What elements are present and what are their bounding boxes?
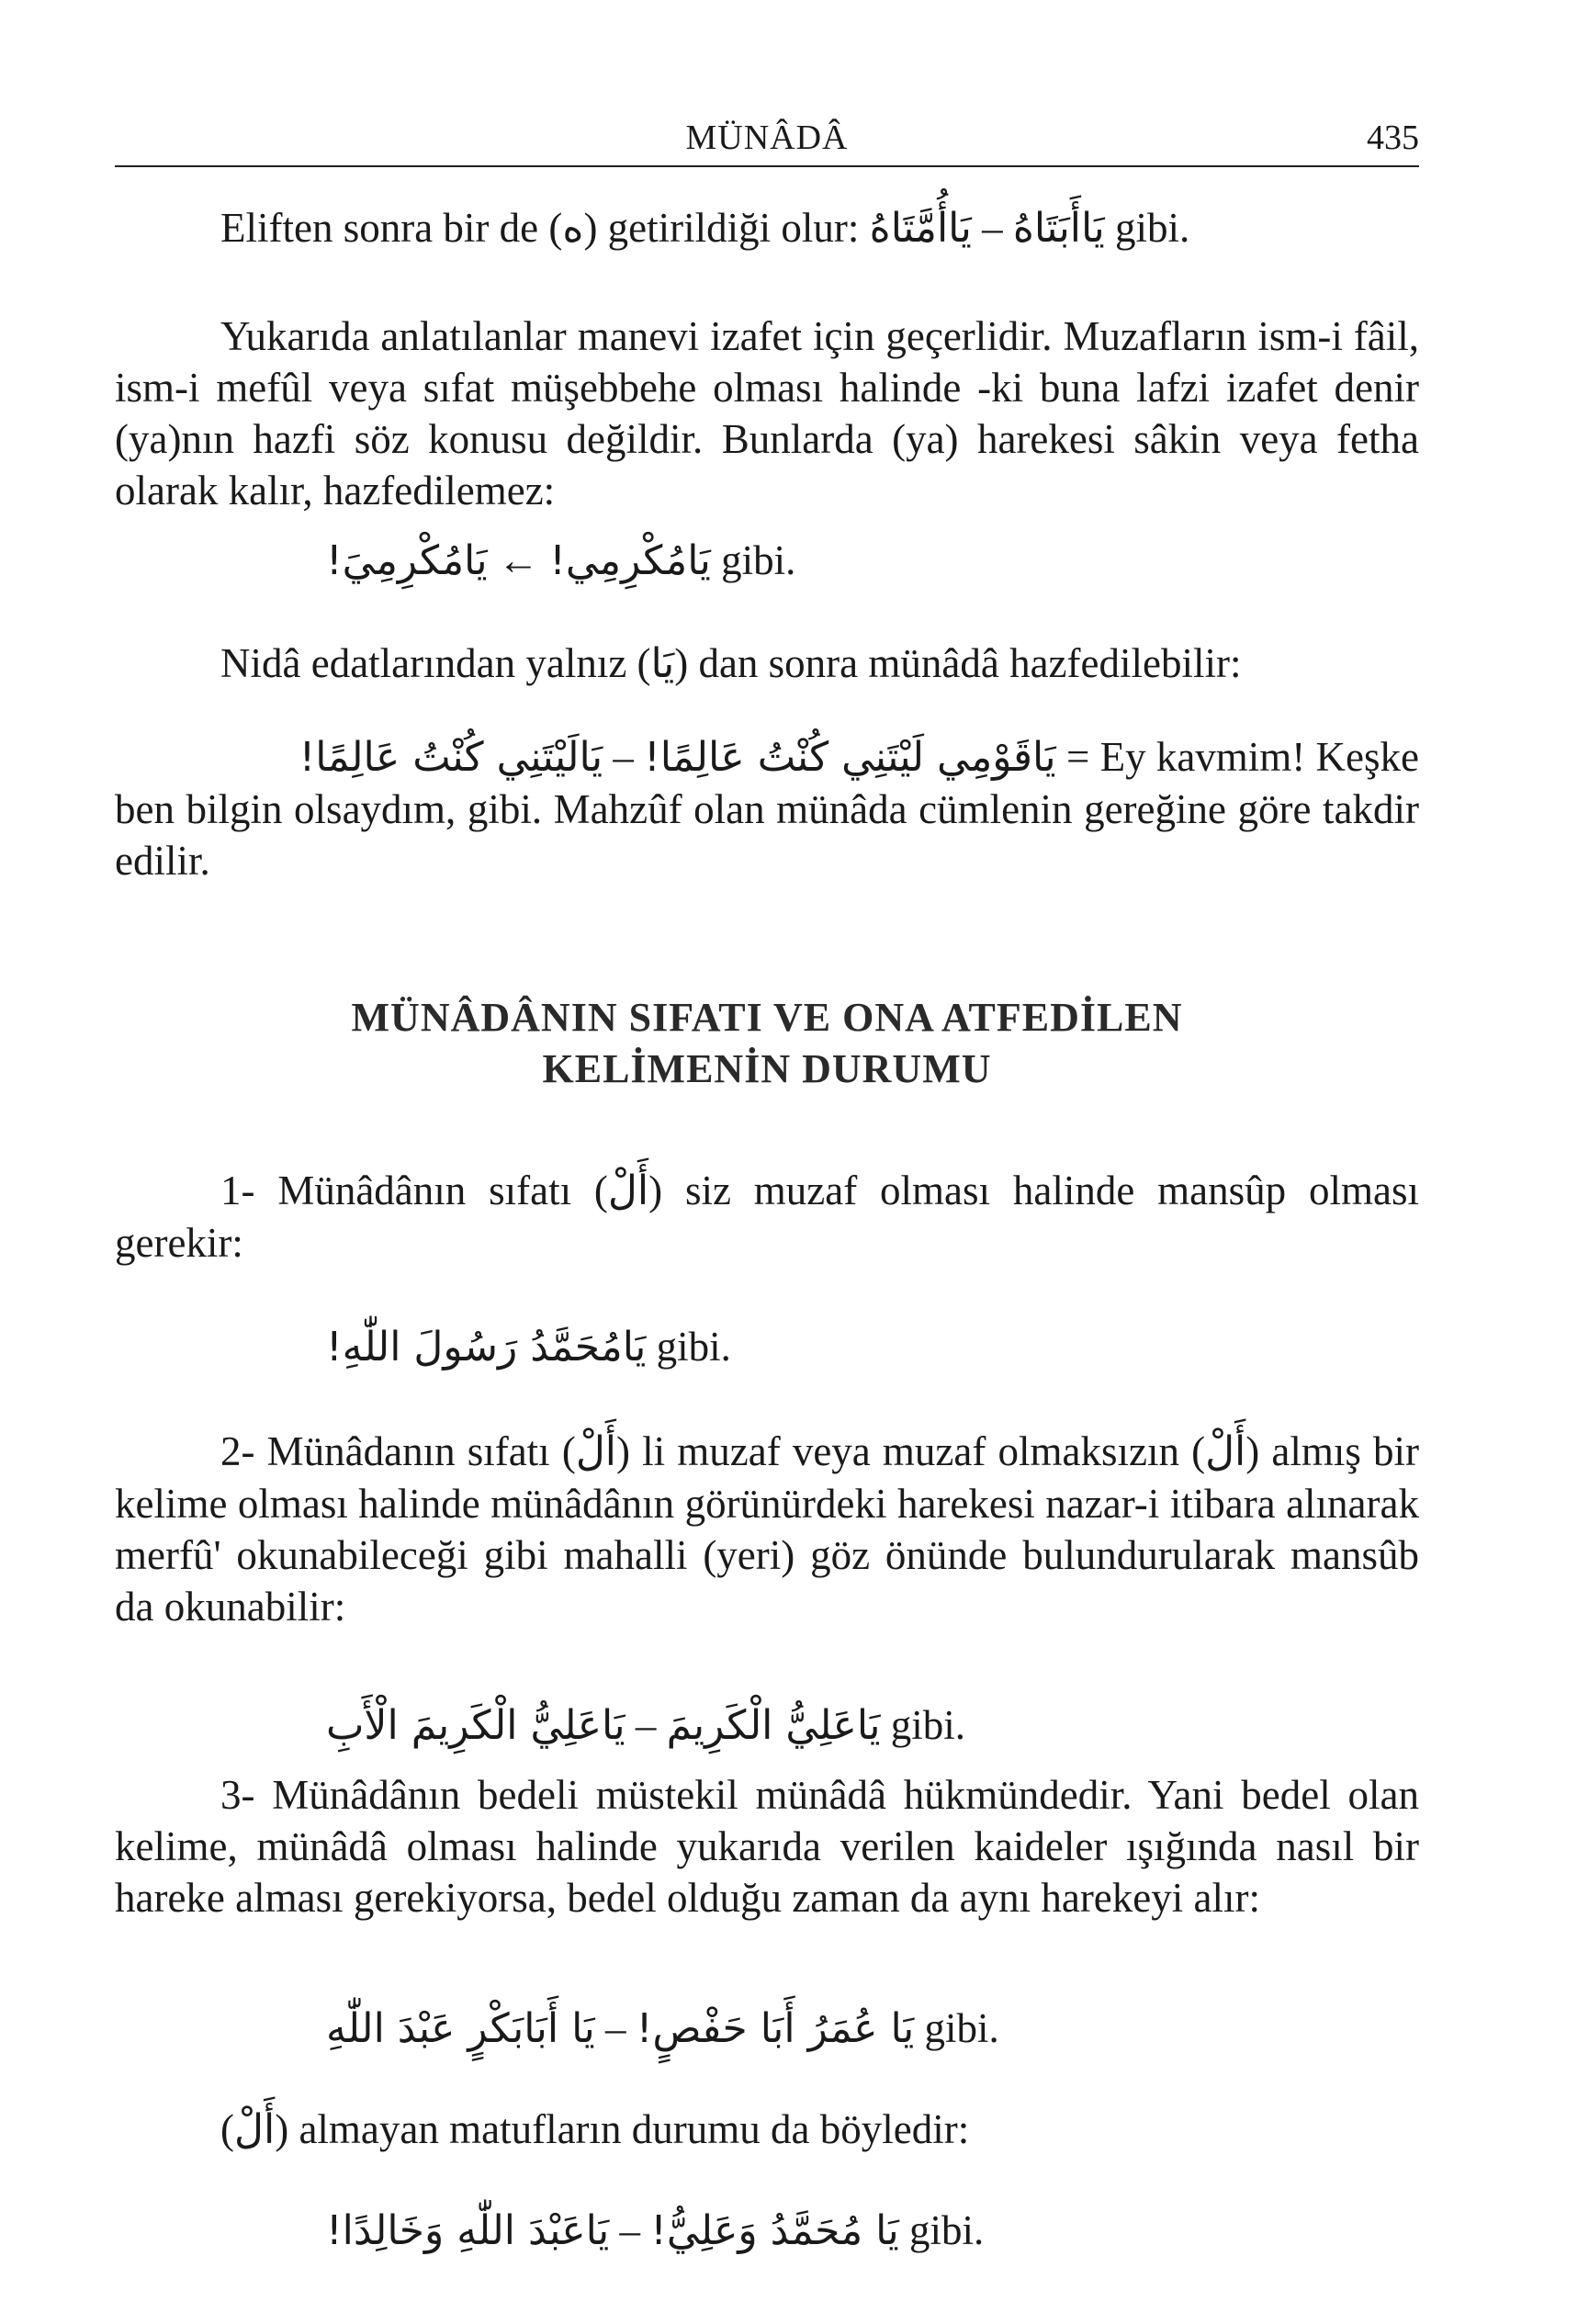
paragraph-rule-3: 3- Münâdânın bedeli müstekil münâdâ hükmündedir. Yani bedel olan kelime, münâdâ olması halinde yukarıda verilen kaideler ışığında nasıl bir hareke alması gerekiyorsa, bedel olduğu zaman da aynı harekeyi alır: [115,1772,1419,1921]
example-mukrimi: يَامُكْرِمِيَ! ← يَامُكْرِمِي! gibi. [326,537,796,584]
arabic-example: يَاأُمَّتَاهُ [869,205,972,252]
section-heading: MÜNÂDÂNIN SIFATI VE ONA ATFEDİLEN KELİMENİN DURUMU [351,995,1183,1091]
example-kavmim: يَالَيْتَنِي كُنْتُ عَالِمًا! – يَاقَوْمِي لَيْتَنِي كُنْتُ عَالِمًا! = Ey kavmim! Keşke [299,734,1419,781]
paragraph-rule-1: 1- Münâdânın sıfatı (أَلْ) siz muzaf olması halinde mansûp olması gerekir: [115,1168,1419,1266]
page [115,110,1419,2254]
paragraph-mahzuf: ben bilgin olsaydım, gibi. Mahzûf olan münâda cümlenin gereğine göre takdir edilir. [115,786,1419,884]
page-number: 435 [1367,118,1419,157]
paragraph-izafet: Yukarıda anlatılanlar manevi izafet için geçerlidir. Muzafların ism-i fâil, ism-i mefûl veya sıfat müşebbehe olması halinde -ki buna lafzi izafet denir (ya)nın hazfi söz konusu değildir. Bunlarda (ya) harekesi sâkin veya fetha olarak kalır, hazfedilemez: [115,313,1419,513]
arabic-example: يَاأَبَتَاهُ [1012,205,1105,252]
example-muhammed-rasul: يَامُحَمَّدُ رَسُولَ اللّٰهِ! gibi. [326,1324,731,1371]
arabic-ha: ه [562,205,584,252]
page-header [115,110,1419,167]
paragraph-elif-ha: Eliften sonra bir de (ه) getirildiği olur: يَاأُمَّتَاهُ – يَاأَبَتَاهُ gibi. [220,205,1190,252]
example-muhammed-ali: يَاعَبْدَ اللّٰهِ وَخَالِدًا! – يَا مُحَمَّدُ وَعَلِيُّ! gibi. [326,2207,985,2254]
paragraph-matuf: (أَلْ) almayan matufların durumu da böyledir: [220,2106,970,2153]
example-ali-kerim: يَاعَلِيُّ الْكَرِيمَ الْأَبِ – يَاعَلِيُّ الْكَرِيمَ gibi. [326,1702,965,1749]
paragraph-nida: Nidâ edatlarından yalnız (يَا) dan sonra münâdâ hazfedilebilir: [220,640,1242,687]
paragraph-rule-2: 2- Münâdanın sıfatı (أَلْ) li muzaf veya muzaf olmaksızın (أَلْ) almış bir kelime olması halinde münâdânın görünürdeki harekesi nazar-i itibara alınarak merfû' okunabileceği gibi mahalli (yeri) göz önünde bulundurularak mansûb da okunabilir: [115,1428,1419,1630]
running-title: MÜNÂDÂ [685,118,849,157]
example-umar-abu-hafs: يَا أَبَابَكْرٍ عَبْدَ اللّٰهِ – يَا عُمَرُ أَبَا حَفْصٍ! gibi. [326,2005,999,2052]
